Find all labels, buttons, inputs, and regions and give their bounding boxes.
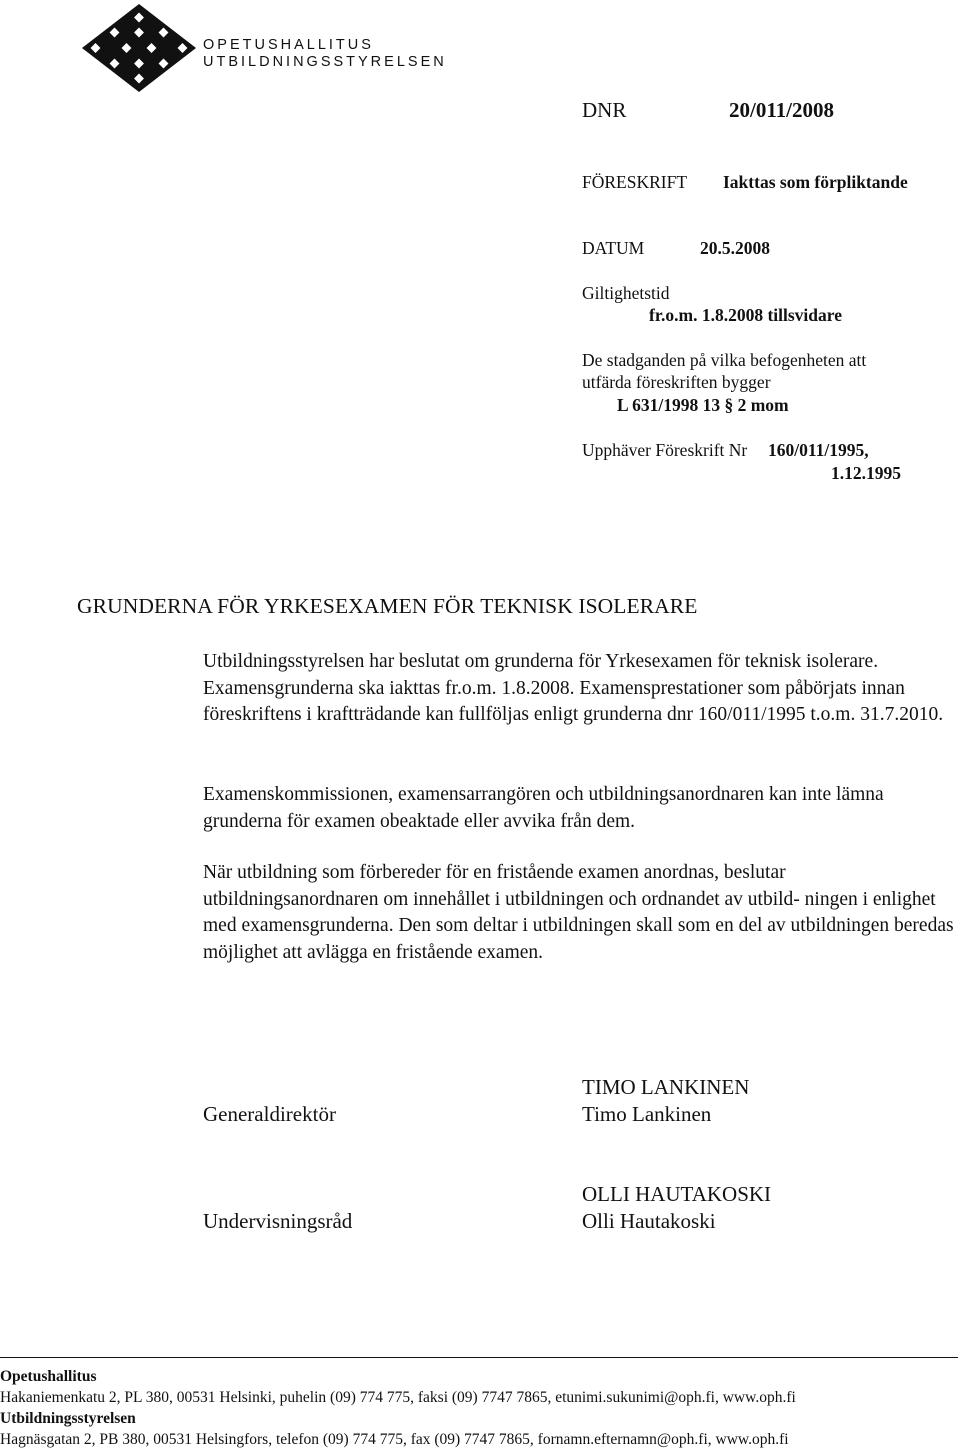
signature-name-1: Timo Lankinen — [582, 1102, 712, 1126]
footer-org-sv: Utbildningsstyrelsen — [0, 1410, 136, 1427]
logo-line-fi: OPETUSHALLITUS — [203, 37, 374, 53]
signature-role-1: Generaldirektör — [203, 1102, 336, 1126]
document-title: GRUNDERNA FÖR YRKESEXAMEN FÖR TEKNISK ISOLERARE — [77, 594, 698, 618]
dnr-value: 20/011/2008 — [729, 98, 835, 122]
logo-line-sv: UTBILDNINGSSTYRELSEN — [203, 54, 447, 70]
signature-name-2: Olli Hautakoski — [582, 1209, 716, 1233]
signature-role-2: Undervisningsråd — [203, 1209, 353, 1233]
type-label: FÖRESKRIFT — [582, 172, 688, 192]
logo-text — [203, 37, 447, 71]
authority-reference: L 631/1998 13 § 2 mom — [617, 395, 789, 415]
paragraph-text: Utbildningsstyrelsen har beslutat om grunderna för Yrkesexamen för teknisk isolerare. Examensgrunderna ska iakttas fr.o.m. 1.8.2008. Examensprestationer som påbörjats innan föreskriftens i kraftträdande kan fullföljas enligt grunderna dnr 160/011/1995 t.o.m. 31.7.2010. — [203, 651, 944, 725]
validity-value: fr.o.m. 1.8.2008 tillsvidare — [649, 305, 842, 325]
paragraph-text: Examenskommissionen, examensarrangören och utbildningsanordnaren kan inte lämna grunderna för examen obeaktade eller avvika från dem. — [203, 784, 884, 832]
footer-address-sv: Hagnäsgatan 2, PB 380, 00531 Helsingfors, telefon (09) 774 775, fax (09) 7747 7865, fornamn.efternamn@oph.fi, www.oph.fi — [0, 1431, 789, 1448]
signature-name-caps-1: TIMO LANKINEN — [582, 1075, 750, 1099]
date-value: 20.5.2008 — [700, 238, 770, 258]
footer-address-fi: Hakaniemenkatu 2, PL 380, 00531 Helsinki, puhelin (09) 774 775, faksi (09) 7747 7865, etunimi.sukunimi@oph.fi, www.oph.fi — [0, 1389, 796, 1406]
body-paragraph-1 — [203, 649, 955, 729]
signature-name-caps-2: OLLI HAUTAKOSKI — [582, 1182, 772, 1206]
paragraph-text: När utbildning som förbereder för en fristående examen anordnas, beslutar utbildningsanordnaren om innehållet i utbildningen och ordnandet av utbild- ningen i enlighet med examensgrunderna. Den som deltar i utbildningen skall som en del av utbildningen beredas möjlighet att avlägga en fristående examen. — [203, 862, 954, 963]
repeals-date: 1.12.1995 — [831, 463, 901, 483]
body-paragraph-2 — [203, 782, 955, 835]
repeals-value: 160/011/1995, — [768, 440, 869, 460]
type-value: Iakttas som förpliktande — [723, 172, 908, 192]
dnr-label: DNR — [582, 98, 627, 122]
body-paragraph-3 — [203, 860, 955, 966]
oph-logo-icon — [80, 3, 198, 93]
validity-label: Giltighetstid — [582, 283, 670, 303]
authority-line-1: De stadganden på vilka befogenheten att — [582, 350, 867, 370]
repeals-label: Upphäver Föreskrift Nr — [582, 440, 748, 460]
authority-line-2: utfärda föreskriften bygger — [582, 372, 771, 392]
footer-divider — [0, 1357, 958, 1358]
date-label: DATUM — [582, 238, 645, 258]
footer-org-fi: Opetushallitus — [0, 1368, 97, 1385]
